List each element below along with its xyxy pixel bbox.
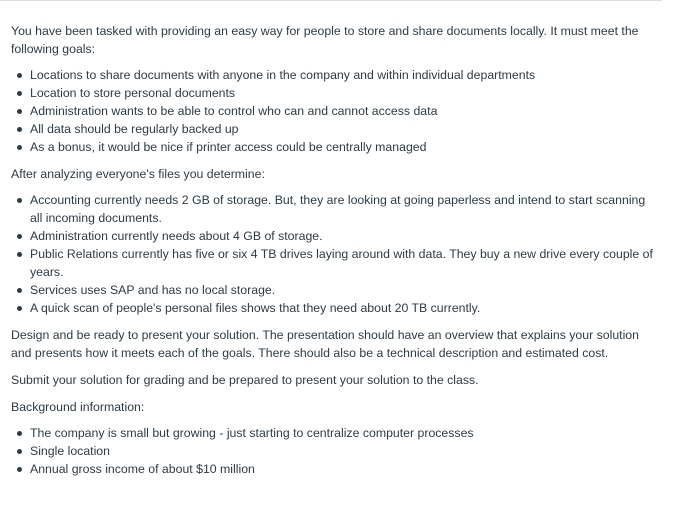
goal-item: Locations to share documents with anyone in the company and within individual departments (30, 66, 656, 84)
background-item: Single location (30, 442, 656, 460)
analysis-intro: After analyzing everyone's files you determine: (11, 167, 265, 181)
background-list (11, 424, 656, 478)
finding-item: Services uses SAP and has no local storage. (30, 281, 656, 299)
finding-item: A quick scan of people's personal files shows that they need about 20 TB currently. (30, 299, 656, 317)
goal-item: Location to store personal documents (30, 84, 656, 102)
design-paragraph: Design and be ready to present your solution. The presentation should have an overview that explains your solution and presents how it meets each of the goals. There should also be a technical description and estimated cost. (11, 328, 639, 360)
goal-item: Administration wants to be able to control who can and cannot access data (30, 102, 656, 120)
finding-item: Administration currently needs about 4 GB of storage. (30, 227, 656, 245)
finding-item: Public Relations currently has five or six 4 TB drives laying around with data. They buy a new drive every couple of years. (30, 245, 656, 281)
intro-paragraph: You have been tasked with providing an easy way for people to store and share documents locally. It must meet the following goals: (11, 24, 639, 56)
findings-list (11, 191, 656, 317)
goal-item: As a bonus, it would be nice if printer access could be centrally managed (30, 138, 656, 156)
assignment-body (11, 22, 656, 478)
background-heading: Background information: (11, 400, 145, 414)
top-divider (0, 0, 662, 1)
background-item: Annual gross income of about $10 million (30, 460, 656, 478)
background-item: The company is small but growing - just starting to centralize computer processes (30, 424, 656, 442)
finding-item: Accounting currently needs 2 GB of storage. But, they are looking at going paperless and intend to start scanning all incoming documents. (30, 191, 656, 227)
goal-item: All data should be regularly backed up (30, 120, 656, 138)
goals-list (11, 66, 656, 156)
submit-paragraph: Submit your solution for grading and be prepared to present your solution to the class. (11, 373, 479, 387)
